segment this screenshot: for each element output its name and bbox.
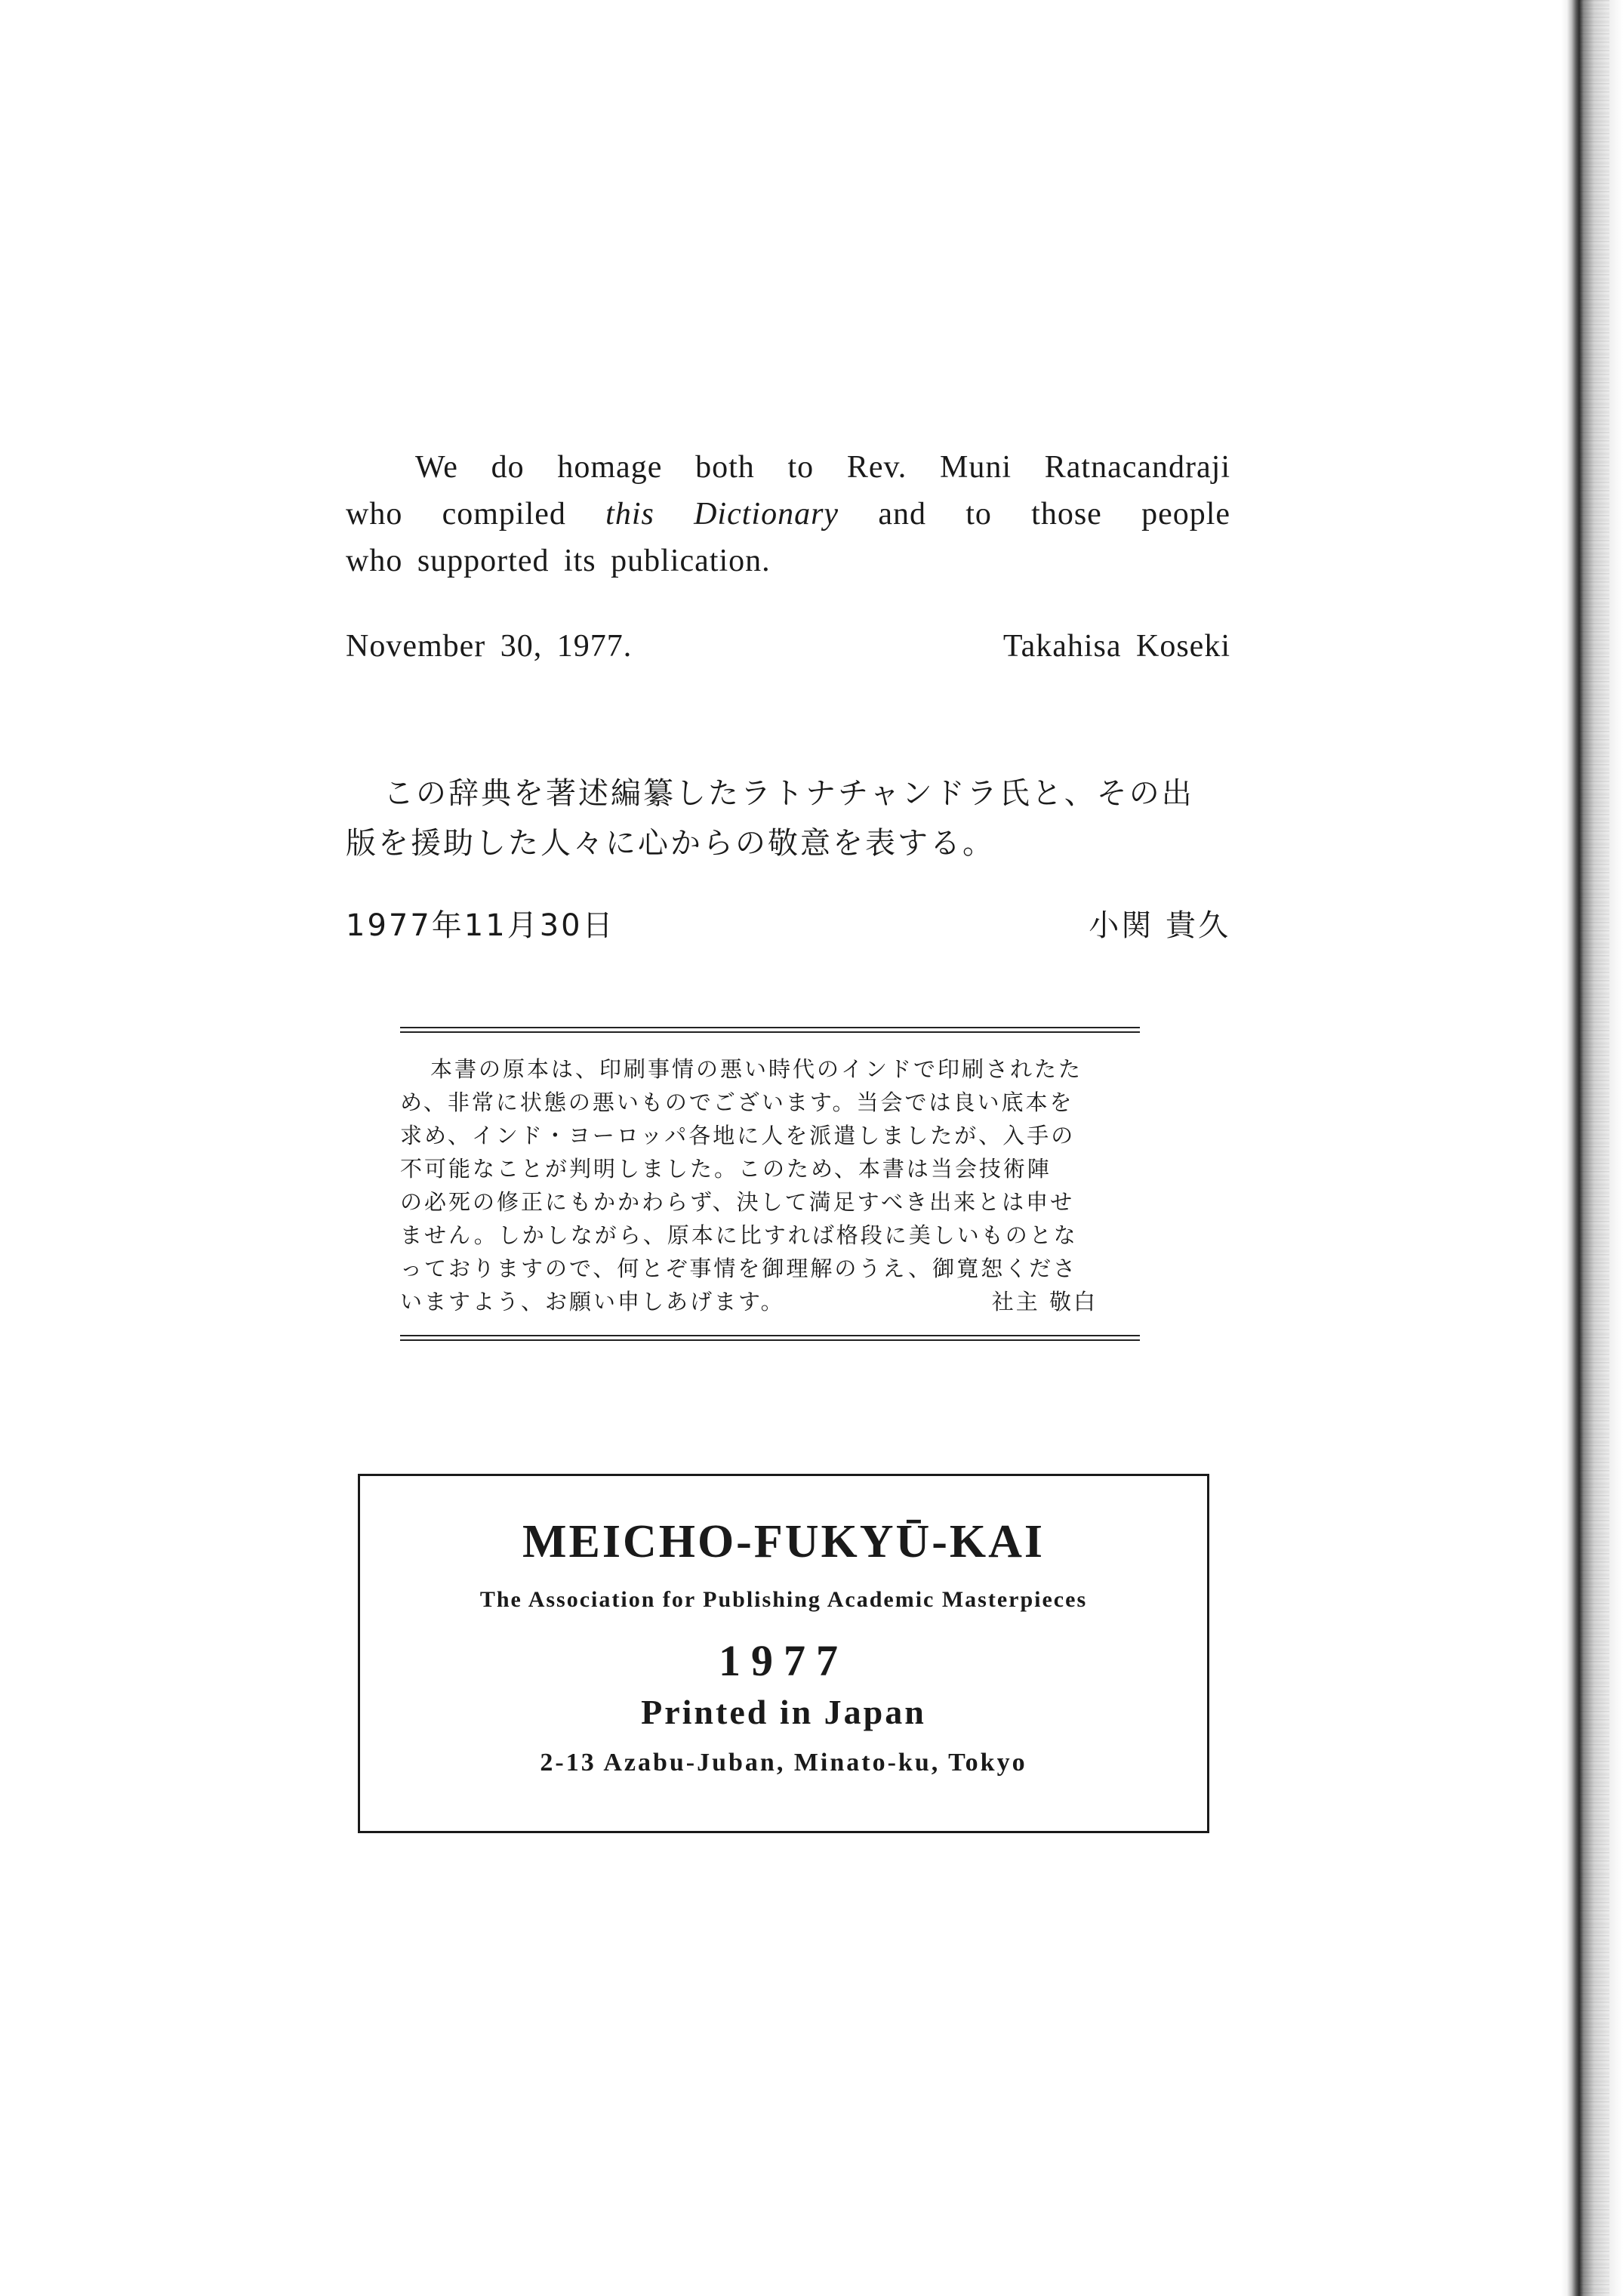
japanese-dedication bbox=[346, 769, 1230, 868]
notice-line: っておりますので、何とぞ事情を御理解のうえ、御寛恕くださ bbox=[400, 1256, 1078, 1281]
english-dedication bbox=[346, 444, 1230, 584]
notice-signature: 社主 敬白 bbox=[991, 1289, 1098, 1314]
publisher-imprint-box bbox=[358, 1474, 1209, 1833]
dedication-line-2 bbox=[346, 491, 1230, 538]
japanese-signature-row bbox=[346, 901, 1230, 945]
japanese-author: 小関 貴久 bbox=[1089, 908, 1230, 943]
english-author: Takahisa Koseki bbox=[1002, 629, 1230, 664]
dedication-line-1: We do homage both to Rev. Muni Ratnacandraji bbox=[415, 450, 1230, 485]
english-signature-row bbox=[346, 628, 1230, 664]
notice-line: ません。しかしながら、原本に比すれば格段に美しいものとな bbox=[400, 1222, 1078, 1248]
publication-year: 1977 bbox=[719, 1636, 848, 1685]
english-date: November 30, 1977. bbox=[346, 629, 633, 664]
notice-line: の必死の修正にもかかわらず、決して満足すべき出来とは申せ bbox=[400, 1189, 1075, 1215]
notice-line: 求め、インド・ヨーロッパ各地に人を派遣しましたが、入手の bbox=[400, 1123, 1076, 1148]
page-binding-texture bbox=[1579, 0, 1609, 2296]
notice-line: め、非常に状態の悪いものでございます。当会では良い底本を bbox=[400, 1089, 1074, 1115]
notice-line: 本書の原本は、印刷事情の悪い時代のインドで印刷されたた bbox=[430, 1056, 1083, 1082]
notice-line: いますよう、お願い申しあげます。 bbox=[400, 1289, 785, 1314]
dedication-line-2b: and to those people bbox=[878, 497, 1231, 532]
notice-top-rule bbox=[400, 1027, 1140, 1033]
notice-text bbox=[400, 1033, 1140, 1335]
printed-in: Printed in Japan bbox=[641, 1693, 926, 1731]
jp-dedication-line-1: この辞典を著述編纂したラトナチャンドラ氏と、その出 bbox=[383, 776, 1194, 811]
dedication-line-3: who supported its publication. bbox=[346, 544, 771, 578]
japanese-date: 1977年11月30日 bbox=[346, 908, 615, 943]
jp-dedication-line-2: 版を援助した人々に心からの敬意を表する。 bbox=[346, 826, 995, 861]
dedication-title-italic: this Dictionary bbox=[605, 497, 839, 532]
publisher-address: 2-13 Azabu-Juban, Minato-ku, Tokyo bbox=[540, 1749, 1027, 1777]
dedication-line-2a: who compiled bbox=[346, 497, 566, 532]
publisher-subtitle: The Association for Publishing Academic Masterpieces bbox=[479, 1587, 1088, 1612]
notice-bottom-rule bbox=[400, 1335, 1140, 1341]
publisher-name: MEICHO-FUKYŪ-KAI bbox=[522, 1516, 1046, 1567]
notice-line: 不可能なことが判明しました。このため、本書は当会技術陣 bbox=[400, 1156, 1052, 1182]
publisher-notice bbox=[400, 1027, 1140, 1341]
